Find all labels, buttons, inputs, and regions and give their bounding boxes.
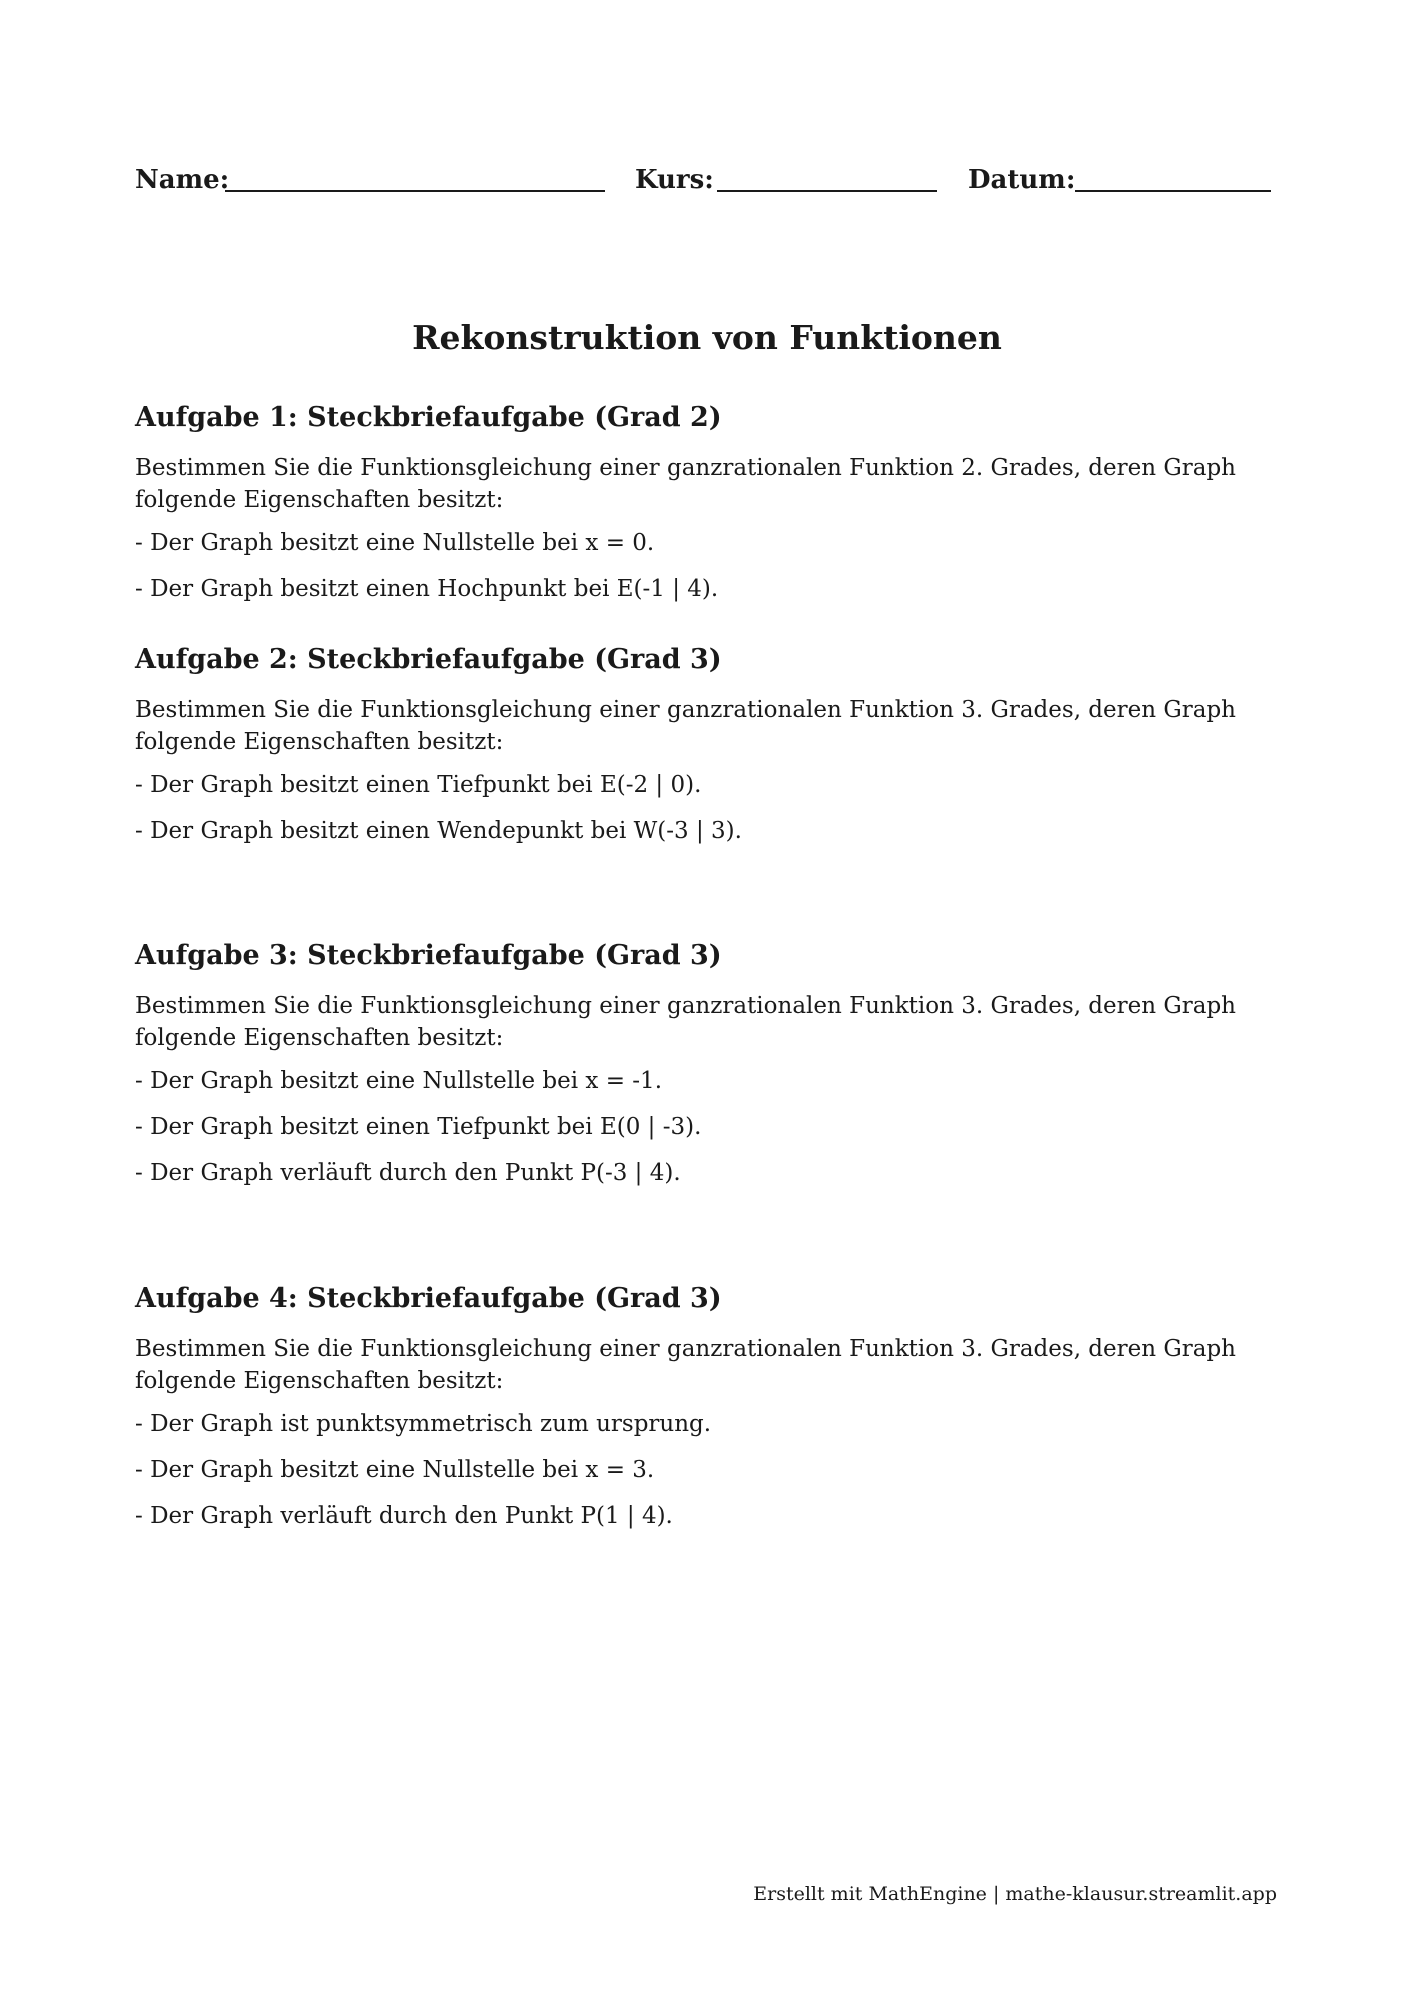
task-intro: Bestimmen Sie die Funktionsgleichung einer ganzrationalen Funktion 3. Grades, deren Graph folgende Eigenschaften besitzt: — [135, 993, 1236, 1051]
task-property: - Der Graph verläuft durch den Punkt P(1 | 4). — [135, 1503, 673, 1529]
footer-credit: Erstellt mit MathEngine | mathe-klausur.streamlit.app — [753, 1883, 1277, 1905]
task-property: - Der Graph ist punktsymmetrisch zum ursprung. — [135, 1411, 712, 1437]
task-property: - Der Graph besitzt einen Tiefpunkt bei E(-2 | 0). — [135, 772, 702, 798]
task-4 — [135, 1281, 1285, 1545]
task-property: - Der Graph verläuft durch den Punkt P(-3 | 4). — [135, 1160, 681, 1186]
task-heading: Aufgabe 4: Steckbriefaufgabe (Grad 3) — [135, 1283, 722, 1314]
task-1 — [135, 400, 1285, 618]
kurs-label: Kurs: — [635, 165, 714, 195]
task-property: - Der Graph besitzt eine Nullstelle bei x = 0. — [135, 530, 655, 556]
task-intro: Bestimmen Sie die Funktionsgleichung einer ganzrationalen Funktion 2. Grades, deren Graph folgende Eigenschaften besitzt: — [135, 455, 1236, 513]
task-2 — [135, 642, 1285, 860]
kurs-field[interactable] — [717, 190, 937, 192]
task-heading: Aufgabe 2: Steckbriefaufgabe (Grad 3) — [135, 644, 722, 675]
datum-label: Datum: — [968, 165, 1076, 195]
task-property: - Der Graph besitzt einen Wendepunkt bei W(-3 | 3). — [135, 818, 742, 844]
name-label: Name: — [135, 165, 230, 195]
task-property: - Der Graph besitzt eine Nullstelle bei x = -1. — [135, 1068, 663, 1094]
task-property: - Der Graph besitzt einen Hochpunkt bei E(-1 | 4). — [135, 576, 719, 602]
header-row — [135, 165, 1275, 205]
name-field[interactable] — [225, 190, 605, 192]
task-heading: Aufgabe 3: Steckbriefaufgabe (Grad 3) — [135, 940, 722, 971]
task-property: - Der Graph besitzt eine Nullstelle bei x = 3. — [135, 1457, 655, 1483]
task-intro: Bestimmen Sie die Funktionsgleichung einer ganzrationalen Funktion 3. Grades, deren Graph folgende Eigenschaften besitzt: — [135, 697, 1236, 755]
task-property: - Der Graph besitzt einen Tiefpunkt bei E(0 | -3). — [135, 1114, 702, 1140]
task-3 — [135, 938, 1285, 1202]
page-title: Rekonstruktion von Funktionen — [412, 318, 1002, 357]
datum-field[interactable] — [1075, 190, 1271, 192]
task-heading: Aufgabe 1: Steckbriefaufgabe (Grad 2) — [135, 402, 722, 433]
task-intro: Bestimmen Sie die Funktionsgleichung einer ganzrationalen Funktion 3. Grades, deren Graph folgende Eigenschaften besitzt: — [135, 1336, 1236, 1394]
